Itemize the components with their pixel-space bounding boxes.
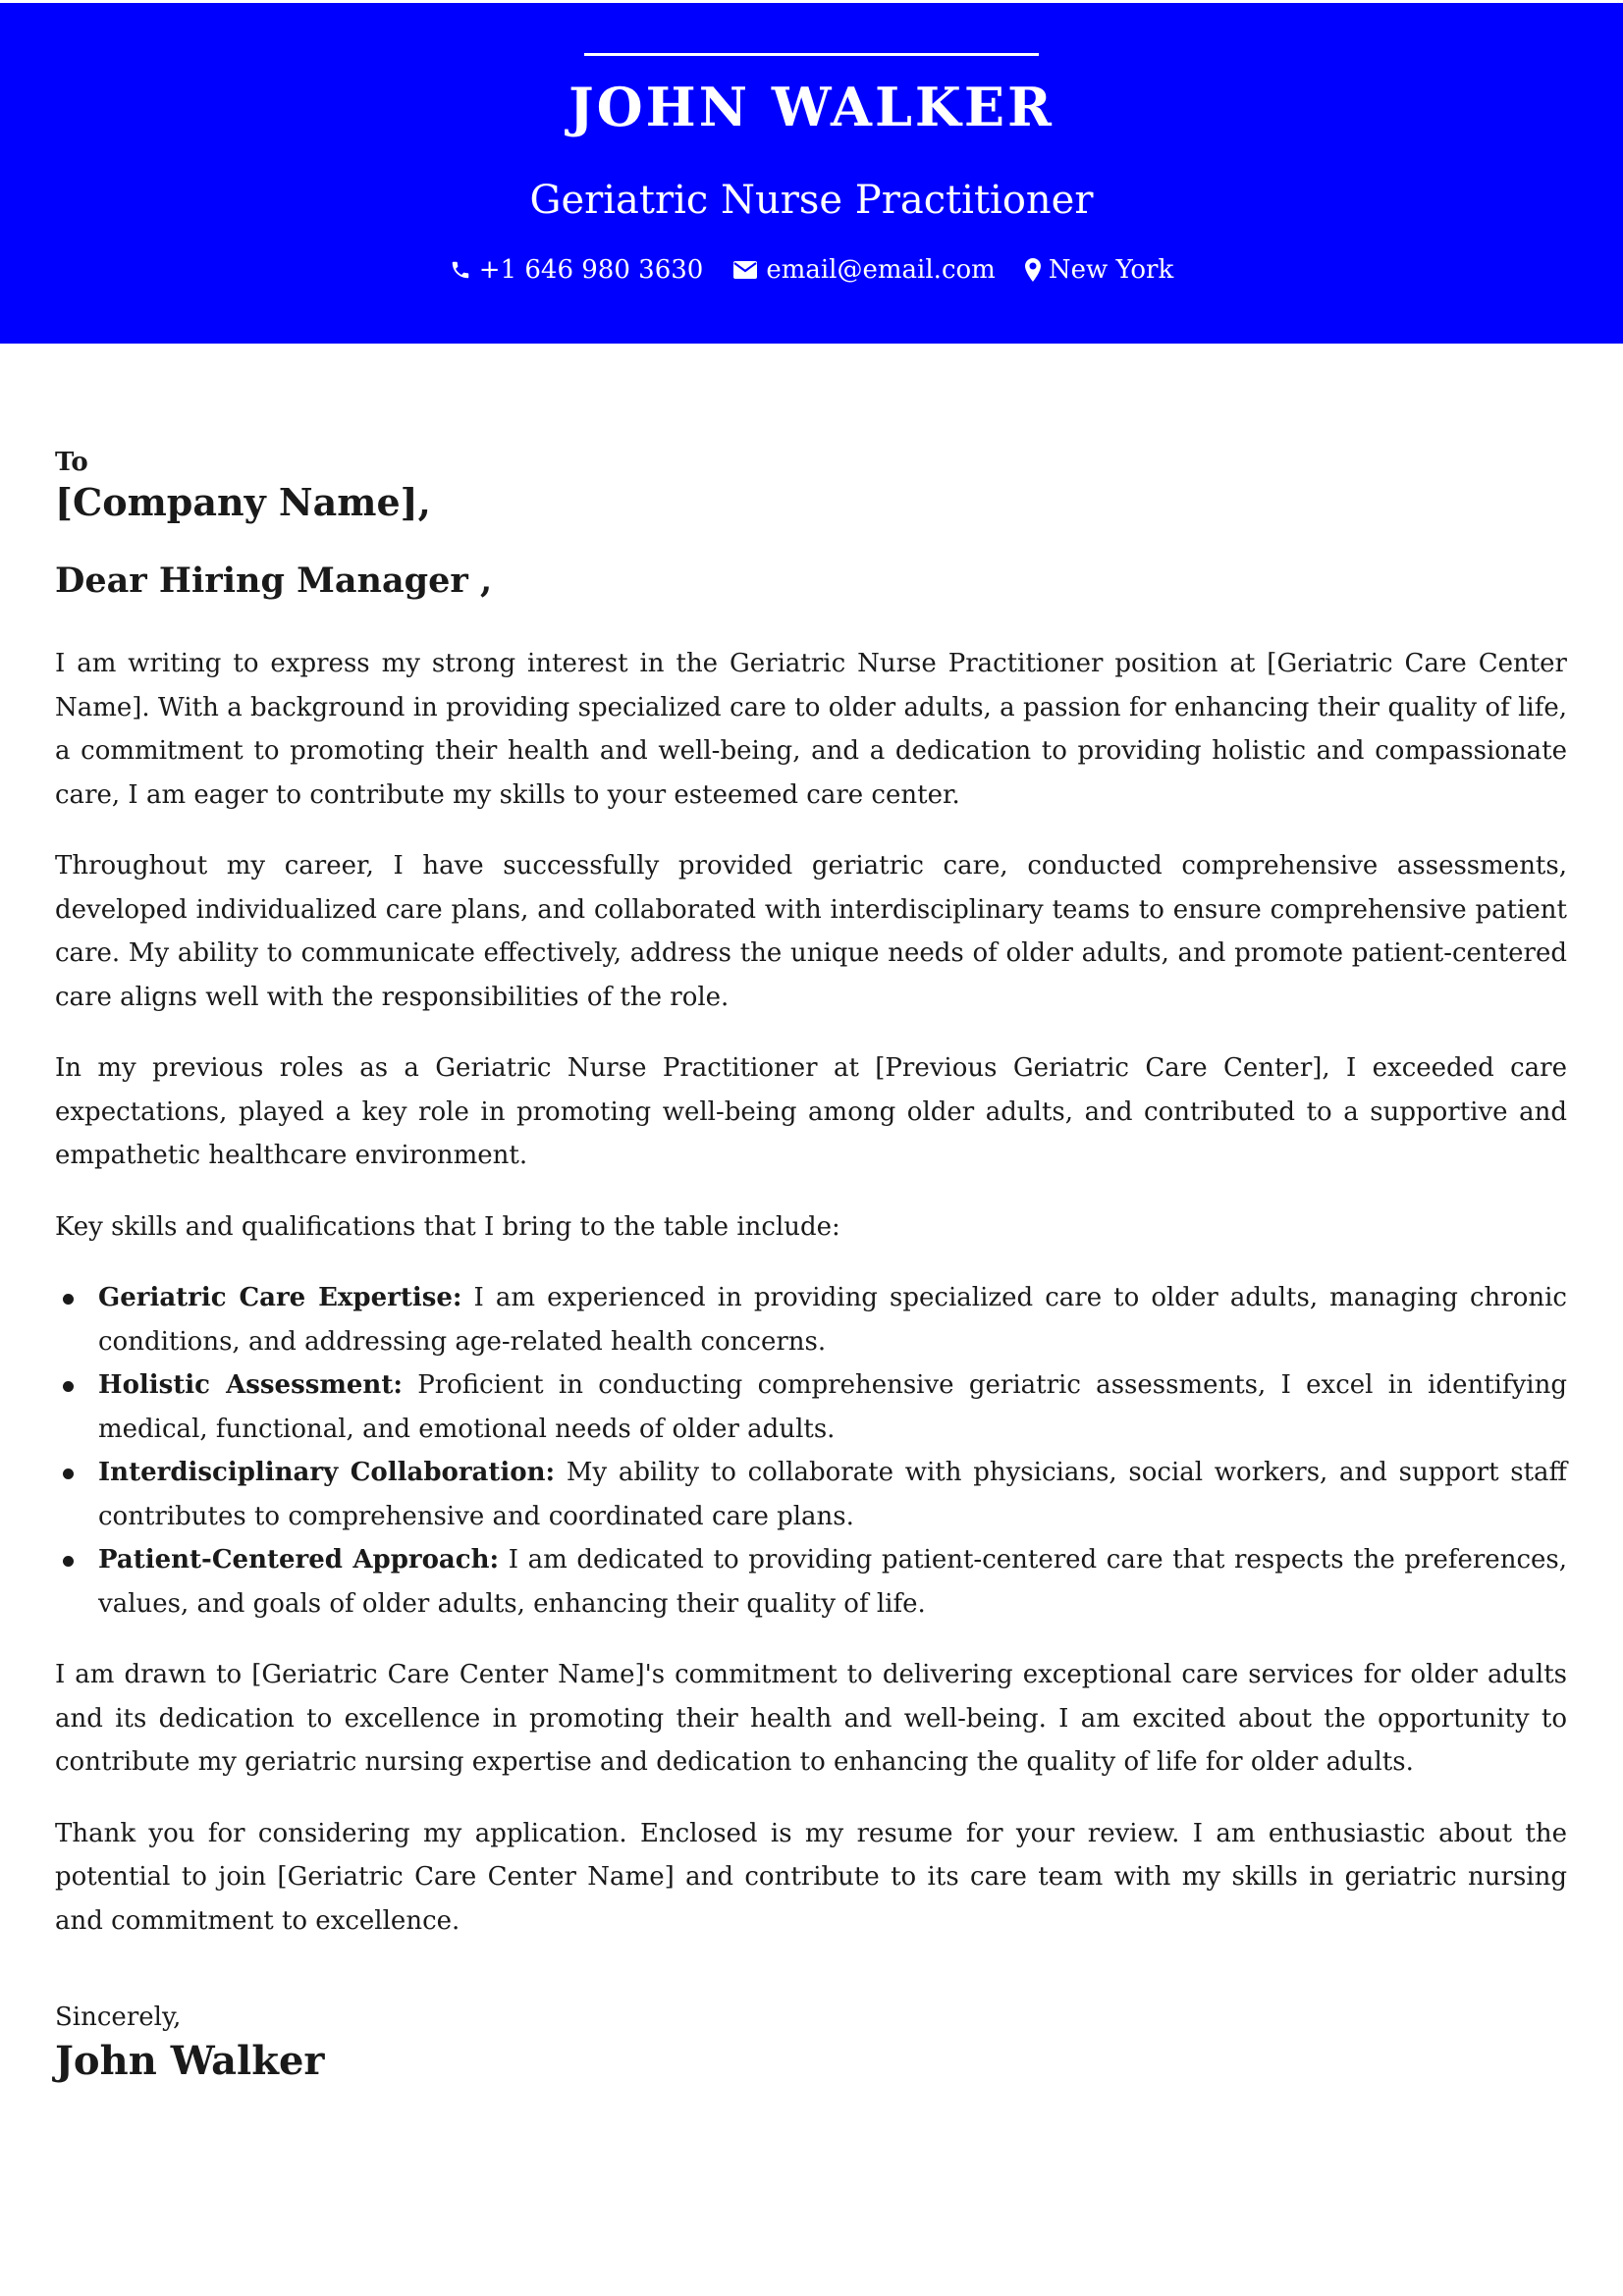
map-marker-icon [1025, 258, 1041, 282]
job-title: Geriatric Nurse Practitioner [529, 178, 1094, 223]
skill-title: Patient-Centered Approach: [98, 1545, 500, 1575]
skill-text: My ability to collaborate with physicians, social workers, and support staff contributes to comprehensive and coordinated care plans. [98, 1458, 1567, 1531]
contact-location [1025, 252, 1173, 288]
envelope-icon [732, 259, 758, 281]
contact-phone [450, 252, 704, 288]
contact-email [732, 252, 995, 288]
header-banner [0, 3, 1623, 344]
paragraph: Throughout my career, I have successfully provided geriatric care, conducted comprehensive assessments, developed individualized care plans, and collaborated with interdisciplinary teams to ensure comprehensive patient care. My ability to communicate effectively, address the unique needs of older adults, and promote patient-centered care aligns well with the responsibilities of the role. [55, 851, 1567, 1012]
sign-off: Sincerely, [55, 2002, 182, 2032]
skill-text: Proficient in conducting comprehensive geriatric assessments, I excel in identifying medical, functional, and emotional needs of older adults. [98, 1370, 1567, 1444]
skill-text: I am experienced in providing specialized care to older adults, managing chronic conditions, and addressing age-related health concerns. [98, 1283, 1567, 1357]
header-divider [584, 53, 1039, 56]
skill-text: I am dedicated to providing patient-centered care that respects the preferences, values, and goals of older adults, enhancing their quality of life. [98, 1545, 1567, 1619]
list-item [55, 1276, 1567, 1363]
to-label: To [55, 448, 88, 477]
applicant-name: JOHN WALKER [568, 76, 1055, 138]
contact-bar [0, 252, 1623, 288]
skill-title: Interdisciplinary Collaboration: [98, 1458, 556, 1487]
bullet-icon [63, 1556, 74, 1567]
skill-title: Holistic Assessment: [98, 1370, 403, 1400]
skills-list [55, 1276, 1567, 1626]
paragraph: I am drawn to [Geriatric Care Center Name]'s commitment to delivering exceptional care services for older adults and its dedication to excellence in promoting their health and well-being. I am excited about the opportunity to contribute my geriatric nursing expertise and dedication to enhancing the quality of life for older adults. [55, 1660, 1567, 1777]
list-item [55, 1451, 1567, 1538]
salutation: Dear Hiring Manager , [55, 561, 493, 601]
bullet-icon [63, 1294, 74, 1305]
paragraph: In my previous roles as a Geriatric Nurse Practitioner at [Previous Geriatric Care Center], I exceeded care expectations, played a key role in promoting well-being among older adults, and contributed to a supportive and empathetic healthcare environment. [55, 1053, 1567, 1170]
phone-text: +1 646 980 3630 [478, 255, 704, 285]
email-text: email@email.com [766, 255, 996, 285]
paragraph: Thank you for considering my application. Enclosed is my resume for your review. I am enthusiastic about the potential to join [Geriatric Care Center Name] and contribute to its care team with my skills in geriatric nursing and commitment to excellence. [55, 1818, 1567, 1936]
skills-intro: Key skills and qualifications that I bring to the table include: [55, 1211, 840, 1242]
skill-title: Geriatric Care Expertise: [98, 1283, 462, 1312]
signature: John Walker [55, 2038, 325, 2084]
paragraph: I am writing to express my strong interest in the Geriatric Nurse Practitioner position at [Geriatric Care Center Name]. With a background in providing specialized care to older adults, a passion for enhancing their quality of life, a commitment to promoting their health and well-being, and a dedication to providing holistic and compassionate care, I am eager to contribute my skills to your esteemed care center. [55, 649, 1567, 810]
location-text: New York [1048, 255, 1174, 285]
phone-icon [450, 259, 471, 281]
list-item [55, 1363, 1567, 1451]
list-item [55, 1538, 1567, 1626]
bullet-icon [63, 1468, 74, 1479]
bullet-icon [63, 1381, 74, 1392]
company-name: [Company Name], [55, 480, 431, 524]
letter-body [55, 447, 1567, 2086]
